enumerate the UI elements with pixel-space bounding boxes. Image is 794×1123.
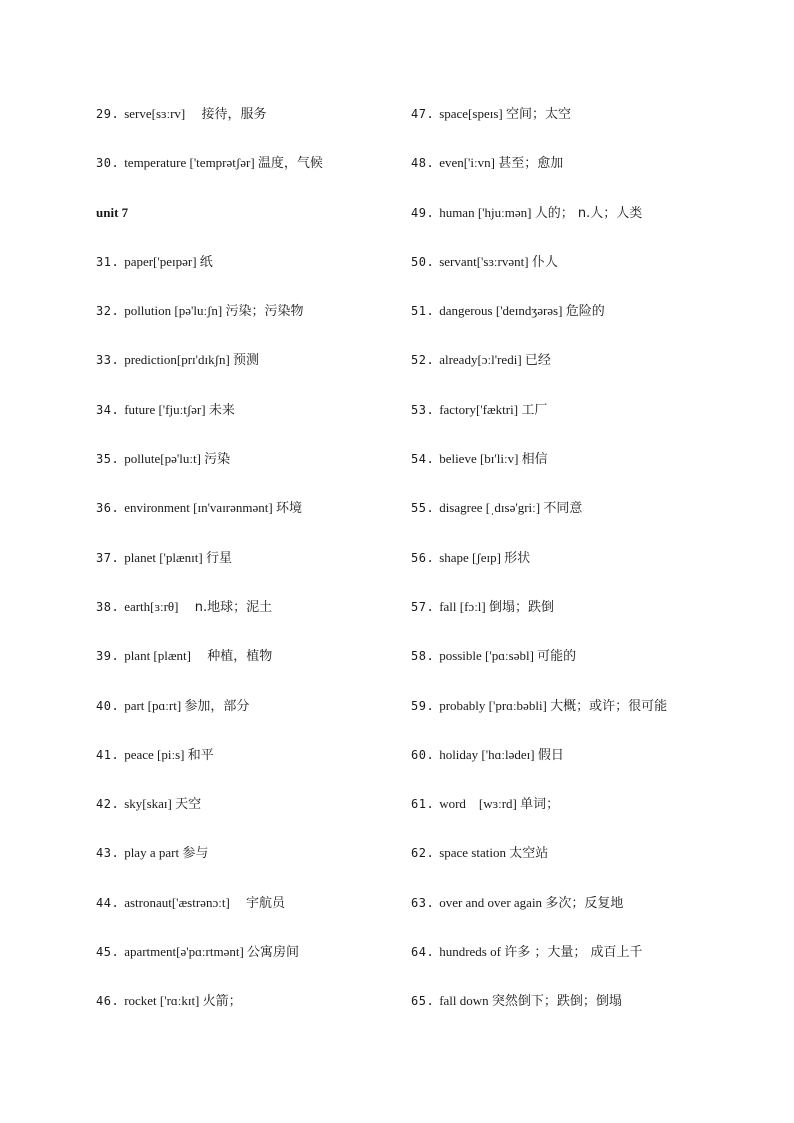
vocab-entry [96,696,416,745]
entry-translation: 公寓房间 [247,945,300,961]
vocab-entry [96,548,416,597]
entry-number: 52 [411,353,427,368]
entry-number-dot: . [426,353,435,368]
entry-word: earth[ɜːrθ] [124,598,179,614]
entry-number: 43 [96,846,112,861]
entry-number: 63 [411,895,427,910]
entry-translation: 已经 [524,353,551,369]
entry-number: 47 [411,107,427,121]
entry-word: space station [439,845,506,861]
entry-number-dot: . [426,994,435,1009]
entry-number-dot: . [426,402,435,417]
entry-number: 58 [411,649,427,664]
entry-number: 36 [96,501,112,516]
entry-word: disagree [ˌdɪsə'griː] [439,500,541,516]
entry-number: 42 [96,797,112,812]
entry-number: 61 [411,797,427,812]
entry-translation: n.地球；泥土 [181,599,273,615]
vocab-entry [96,991,416,1040]
entry-word: fall down [439,993,489,1009]
entry-number: 33 [96,353,112,368]
entry-number: 51 [411,304,427,319]
entry-number: 39 [96,649,112,664]
vocab-entry [96,449,416,498]
vocab-entry [411,646,731,695]
entry-number: 40 [96,698,112,713]
entry-translation: 温度，气候 [257,156,323,172]
vocab-entry [96,153,416,202]
vocab-entry [411,794,731,843]
entry-number: 59 [411,698,427,713]
entry-word: holiday ['hɑːlədeɪ] [439,746,535,762]
entry-number-dot: . [111,550,120,565]
entry-translation: 危险的 [565,304,605,320]
entry-number: 30 [96,156,112,171]
vocab-entry [411,301,731,350]
vocab-entry [96,843,416,892]
entry-translation: 大概；或许；很可能 [550,698,668,714]
entry-word: hundreds of [439,944,501,960]
entry-number: 64 [411,945,427,960]
entry-word: environment [ɪn'vaɪrənmənt] [124,500,273,516]
entry-number: 56 [411,550,427,565]
entry-number-dot: . [111,402,120,417]
entry-translation: 多次；反复地 [545,895,624,911]
entry-translation: 火箭； [202,994,242,1010]
entry-word: shape [ʃeɪp] [439,549,501,565]
entry-translation: 环境 [275,501,302,517]
entry-number: 50 [411,254,427,269]
entry-number-dot: . [426,846,435,861]
entry-word: already[ɔːl'redi] [439,352,522,368]
entry-number: 45 [96,945,112,960]
vocab-entry [411,893,731,942]
entry-translation: 纸 [199,254,213,270]
entry-number-dot: . [111,846,120,861]
entry-word: rocket ['rɑːkɪt] [124,993,200,1009]
entry-number: 32 [96,304,112,319]
entry-word: even['iːvn] [439,155,495,171]
entry-number: 38 [96,599,112,614]
vocab-entry [411,843,731,892]
vocab-entry [411,942,731,991]
entry-number-dot: . [426,797,435,812]
entry-number: 46 [96,994,112,1009]
entry-word: serve[sɜːrv] [124,106,186,121]
entry-word: space[speɪs] [439,106,503,121]
vocab-entry [411,203,731,252]
vocab-entry [411,400,731,449]
entry-number: 65 [411,994,427,1009]
entry-number-dot: . [111,747,120,762]
entry-word: believe [bɪ'liːv] [439,451,519,467]
entry-number-dot: . [111,797,120,812]
entry-word: word [wɜːrd] [439,796,517,812]
entry-word: peace [piːs] [124,746,185,762]
entry-word: play a part [124,845,180,861]
entry-number: 55 [411,501,427,516]
entry-word: sky[skaɪ] [124,796,172,812]
vocab-entry [411,498,731,547]
entry-translation: 种植，植物 [194,649,273,665]
entry-number-dot: . [426,156,435,171]
entry-number-dot: . [111,945,120,960]
entry-word: temperature ['temprətʃər] [124,155,255,171]
entry-number-dot: . [111,156,120,171]
entry-translation: 甚至；愈加 [498,156,564,172]
entry-translation: 预测 [233,353,260,369]
entry-translation: 突然倒下；跌倒；倒塌 [491,994,622,1010]
entry-translation: 污染；污染物 [225,304,304,320]
unit-heading [96,203,416,252]
entry-word: dangerous ['deɪndʒərəs] [439,303,563,319]
vocab-entry [411,991,731,1040]
vocab-entry [96,400,416,449]
vocab-entry [96,794,416,843]
entry-translation: 太空站 [509,846,549,862]
entry-translation: 仆人 [531,254,558,270]
entry-word: human ['hjuːmən] [439,204,532,220]
entry-translation: 参与 [182,846,209,862]
entry-number-dot: . [111,895,120,910]
unit-heading-text: unit 7 [96,204,129,220]
entry-number-dot: . [426,107,435,121]
entry-number-dot: . [426,304,435,319]
entry-translation: 空间；太空 [505,107,571,122]
entry-translation: 未来 [208,402,235,418]
entry-translation: 许多 ；大量； 成百上千 [504,945,643,961]
vocab-entry [96,745,416,794]
vocab-entry [96,498,416,547]
entry-translation: 不同意 [543,501,583,517]
entry-word: fall [fɔːl] [439,598,486,614]
entry-number-dot: . [111,304,120,319]
vocab-entry [96,646,416,695]
vocab-entry [96,942,416,991]
entry-number-dot: . [111,107,120,121]
entry-number: 35 [96,452,112,467]
entry-word: prediction[prɪ'dɪkʃn] [124,352,230,368]
entry-word: pollute[pə'luːt] [124,451,201,467]
entry-number: 37 [96,550,112,565]
vocab-entry [96,597,416,646]
entry-translation: 假日 [537,747,564,763]
entry-number: 62 [411,846,427,861]
vocab-entry [411,745,731,794]
entry-word: probably ['prɑːbəbli] [439,697,547,713]
left-column [96,104,416,1041]
entry-number: 29 [96,107,112,121]
entry-number: 49 [411,205,427,220]
entry-number: 53 [411,402,427,417]
entry-word: pollution [pə'luːʃn] [124,303,223,319]
vocab-entry [411,104,731,153]
entry-number: 34 [96,402,112,417]
entry-translation: 倒塌；跌倒 [489,599,555,615]
entry-translation: 天空 [175,797,202,813]
entry-number-dot: . [426,452,435,467]
vocab-entry [96,301,416,350]
entry-number-dot: . [426,747,435,762]
vocab-entry [96,104,416,153]
vocab-entry [411,696,731,745]
entry-number: 41 [96,747,112,762]
entry-word: part [pɑːrt] [124,697,182,713]
entry-number-dot: . [111,452,120,467]
entry-translation: 接待，服务 [188,107,267,122]
entry-translation: 宇航员 [233,895,286,911]
entry-number-dot: . [111,501,120,516]
vocab-entry [96,350,416,399]
entry-number-dot: . [426,649,435,664]
entry-word: future ['fjuːtʃər] [124,401,206,417]
entry-number-dot: . [426,895,435,910]
entry-number-dot: . [111,994,120,1009]
right-column [411,104,731,1041]
vocab-entry [411,153,731,202]
entry-translation: 和平 [187,747,214,763]
entry-number-dot: . [111,649,120,664]
entry-word: astronaut['æstrənɔːt] [124,894,230,910]
vocab-entry [411,252,731,301]
entry-number-dot: . [426,599,435,614]
entry-number-dot: . [426,550,435,565]
entry-number-dot: . [426,254,435,269]
entry-translation: 可能的 [537,649,577,665]
entry-translation: 参加，部分 [184,698,250,714]
vocab-entry [411,350,731,399]
entry-translation: 污染 [204,452,231,468]
entry-number: 57 [411,599,427,614]
entry-translation: 形状 [504,550,531,566]
entry-word: factory['fæktri] [439,401,519,417]
entry-number: 48 [411,156,427,171]
entry-number-dot: . [426,205,435,220]
entry-word: possible ['pɑːsəbl] [439,648,534,664]
entry-translation: 行星 [205,550,232,566]
entry-number-dot: . [111,254,120,269]
entry-translation: 单词； [520,797,560,813]
entry-translation: 工厂 [521,402,548,418]
entry-translation: 相信 [521,452,548,468]
entry-translation: 人的； n.人；人类 [534,205,643,221]
entry-word: servant['sɜːrvənt] [439,253,529,269]
entry-number: 44 [96,895,112,910]
entry-word: over and over again [439,894,543,910]
entry-number-dot: . [426,501,435,516]
entry-number-dot: . [111,599,120,614]
entry-number: 60 [411,747,427,762]
vocab-entry [96,252,416,301]
entry-word: apartment[ə'pɑːrtmənt] [124,944,244,960]
entry-number: 54 [411,452,427,467]
entry-number: 31 [96,254,112,269]
entry-word: planet ['plænɪt] [124,549,203,565]
vocab-entry [411,548,731,597]
vocab-entry [96,893,416,942]
entry-word: paper['peɪpər] [124,253,197,269]
entry-number-dot: . [426,945,435,960]
entry-number-dot: . [111,698,120,713]
entry-number-dot: . [111,353,120,368]
vocab-entry [411,449,731,498]
vocab-entry [411,597,731,646]
entry-number-dot: . [426,698,435,713]
entry-word: plant [plænt] [124,648,191,664]
